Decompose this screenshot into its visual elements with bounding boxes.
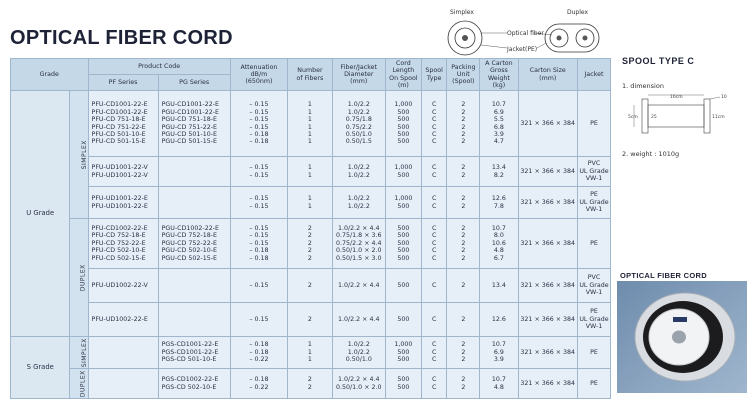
cord-photo-title: OPTICAL FIBER CORD <box>620 271 707 280</box>
fibers-cell: 2 2 <box>288 369 333 399</box>
packing-cell: 2 2 <box>447 187 480 219</box>
diameter-cell: 1.0/2.2 × 4.4 <box>332 303 385 337</box>
dim-width: 16cm <box>670 95 683 100</box>
pf-series-cell: PFU-UD1001-22-E PFU-UD1001-22-E <box>88 187 158 219</box>
label-duplex: Duplex <box>567 9 589 16</box>
attenuation-cell: – 0.15 – 0.15 <box>230 157 287 187</box>
packing-cell: 2 2 2 2 2 <box>447 219 480 269</box>
header-length: Cord Length On Spool (m) <box>385 59 421 91</box>
length-cell: 1,000 500 <box>385 187 421 219</box>
carton-size-cell: 321 × 366 × 384 <box>518 157 577 187</box>
fibers-cell: 1 1 1 <box>288 337 333 369</box>
header-pg-series: PG Series <box>158 75 230 91</box>
length-cell: 500 <box>385 303 421 337</box>
spool-dimension-drawing <box>628 91 740 139</box>
fibers-cell: 1 1 1 1 1 1 <box>288 91 333 157</box>
spool-label <box>673 317 687 322</box>
header-product-code: Product Code <box>88 59 230 75</box>
pg-series-cell <box>158 187 230 219</box>
fibers-cell: 2 <box>288 303 333 337</box>
spool-type-cell: C C <box>421 187 446 219</box>
spool-type-cell: C <box>421 303 446 337</box>
attenuation-cell: – 0.15 <box>230 303 287 337</box>
packing-cell: 2 2 2 <box>447 337 480 369</box>
spool-type-cell: C C <box>421 157 446 187</box>
length-cell: 500 500 <box>385 369 421 399</box>
carton-size-cell: 321 × 366 × 384 <box>518 337 577 369</box>
pf-series-cell: PFU-UD1002-22-V <box>88 269 158 303</box>
attenuation-cell: – 0.18 – 0.22 <box>230 369 287 399</box>
duplex-core-left <box>557 36 562 41</box>
dim-flange: 10 <box>721 95 727 100</box>
packing-cell: 2 <box>447 303 480 337</box>
pf-series-cell: PFU-UD1001-22-V PFU-UD1001-22-V <box>88 157 158 187</box>
pg-series-cell: PGS-CD1002-22-E PGS-CD 502-10-E <box>158 369 230 399</box>
pf-series-cell: PFU-CD1002-22-E PFU-CD 752-18-E PFU-CD 752-22-E PFU-CD 502-10-E PFU-CD 502-15-E <box>88 219 158 269</box>
header-carton-size: Carton Size (mm) <box>518 59 577 91</box>
attenuation-cell: – 0.15 – 0.15 – 0.15 – 0.18 – 0.18 <box>230 219 287 269</box>
spool-type-cell: C C C C C C <box>421 91 446 157</box>
cable-cross-section-diagram <box>415 5 615 60</box>
diameter-cell: 1.0/2.2 × 4.4 0.50/1.0 × 2.0 <box>332 369 385 399</box>
diameter-cell: 1.0/2.2 1.0/2.2 0.75/1.8 0.75/2.2 0.50/1.0 0.50/1.5 <box>332 91 385 157</box>
pf-series-cell <box>88 337 158 369</box>
carton-size-cell: 321 × 366 × 384 <box>518 91 577 157</box>
jacket-cell: PE UL Grade VW-1 <box>577 187 610 219</box>
jacket-cell: PVC UL Grade VW-1 <box>577 157 610 187</box>
pg-series-cell: PGU-CD1002-22-E PGU-CD 752-18-E PGU-CD 752-22-E PGU-CD 502-10-E PGU-CD 502-15-E <box>158 219 230 269</box>
header-spool-type: Spool Type <box>421 59 446 91</box>
carton-size-cell: 321 × 366 × 384 <box>518 303 577 337</box>
simplex-core-dot <box>462 35 468 41</box>
pf-series-cell: PFU-UD1002-22-E <box>88 303 158 337</box>
weight-cell: 10.7 8.0 10.6 4.8 6.7 <box>480 219 518 269</box>
subgroup-s-duplex: DUPLEX <box>70 369 88 399</box>
grade-s: S Grade <box>11 337 70 399</box>
pg-series-cell <box>158 157 230 187</box>
weight-cell: 10.7 4.8 <box>480 369 518 399</box>
length-cell: 1,000 500 <box>385 157 421 187</box>
diameter-cell: 1.0/2.2 1.0/2.2 <box>332 157 385 187</box>
spool-type-cell: C C C C C <box>421 219 446 269</box>
jacket-cell: PE UL Grade VW-1 <box>577 303 610 337</box>
spool-type-cell: C <box>421 269 446 303</box>
label-optical-fiber: Optical fiber <box>507 30 544 37</box>
spool-type-cell: C C <box>421 369 446 399</box>
jacket-cell: PE <box>577 337 610 369</box>
spool-weight-label: 2. weight : 1010g <box>622 150 680 158</box>
weight-cell: 10.7 6.9 5.5 6.8 3.9 4.7 <box>480 91 518 157</box>
diameter-cell: 1.0/2.2 × 4.4 0.75/1.8 × 3.6 0.75/2.2 × 4.4 0.50/1.0 × 2.0 0.50/1.5 × 3.0 <box>332 219 385 269</box>
packing-cell: 2 2 <box>447 369 480 399</box>
fibers-cell: 1 1 <box>288 187 333 219</box>
pf-series-cell <box>88 369 158 399</box>
length-cell: 1,000 500 500 500 500 500 <box>385 91 421 157</box>
jacket-cell: PE <box>577 219 610 269</box>
header-grade: Grade <box>11 59 89 91</box>
grade-u: U Grade <box>11 91 70 337</box>
attenuation-cell: – 0.15 – 0.15 – 0.15 – 0.15 – 0.18 – 0.18 <box>230 91 287 157</box>
carton-size-cell: 321 × 366 × 384 <box>518 369 577 399</box>
header-attenuation: Attenuation dB/m (650nm) <box>230 59 287 91</box>
pg-series-cell: PGS-CD1001-22-E PGS-CD1001-22-E PGS-CD 501-10-E <box>158 337 230 369</box>
carton-size-cell: 321 × 366 × 384 <box>518 269 577 303</box>
spool-right-flange <box>704 99 710 133</box>
header-diameter: Fiber/Jacket Diameter (mm) <box>332 59 385 91</box>
header-pf-series: PF Series <box>88 75 158 91</box>
weight-cell: 12.6 7.8 <box>480 187 518 219</box>
fibers-cell: 2 2 2 2 2 <box>288 219 333 269</box>
jacket-cell: PVC UL Grade VW-1 <box>577 269 610 303</box>
jacket-cell: PE <box>577 91 610 157</box>
pg-series-cell <box>158 303 230 337</box>
header-jacket: Jacket <box>577 59 610 91</box>
pg-series-cell: PGU-CD1001-22-E PGU-CD1001-22-E PGU-CD 751-18-E PGU-CD 751-22-E PGU-CD 501-10-E PGU-CD 501-15-E <box>158 91 230 157</box>
product-spec-table <box>10 58 611 399</box>
subgroup-s-simplex: SIMPLEX <box>70 337 88 369</box>
label-simplex: Simplex <box>450 9 474 16</box>
packing-cell: 2 <box>447 269 480 303</box>
pg-series-cell <box>158 269 230 303</box>
fibers-cell: 2 <box>288 269 333 303</box>
length-cell: 1,000 500 500 <box>385 337 421 369</box>
weight-cell: 10.7 6.9 3.9 <box>480 337 518 369</box>
packing-cell: 2 2 <box>447 157 480 187</box>
duplex-core-right <box>583 36 588 41</box>
header-weight: A Carton Gross Weight (kg) <box>480 59 518 91</box>
spool-hub <box>672 331 686 344</box>
spool-type-title: SPOOL TYPE C <box>622 56 695 66</box>
page-title: OPTICAL FIBER CORD <box>10 27 233 49</box>
fibers-cell: 1 1 <box>288 157 333 187</box>
packing-cell: 2 2 2 2 2 2 <box>447 91 480 157</box>
diameter-cell: 1.0/2.2 × 4.4 <box>332 269 385 303</box>
spool-dimension-label: 1. dimension <box>622 82 664 90</box>
length-cell: 500 500 500 500 500 <box>385 219 421 269</box>
subgroup-u-simplex: SIMPLEX <box>70 91 88 219</box>
duplex-jacket-outline <box>545 24 599 52</box>
dim-right: 11cm <box>712 115 725 120</box>
label-jacket: Jacket(PE) <box>507 46 538 53</box>
weight-cell: 13.4 <box>480 269 518 303</box>
carton-size-cell: 321 × 366 × 384 <box>518 187 577 219</box>
header-fibers: Number of Fibers <box>288 59 333 91</box>
dim-mid: 25 <box>651 115 657 120</box>
diameter-cell: 1.0/2.2 1.0/2.2 <box>332 187 385 219</box>
spool-left-flange <box>642 99 648 133</box>
fiber-cord-spool-photo <box>617 281 747 393</box>
weight-cell: 12.6 <box>480 303 518 337</box>
attenuation-cell: – 0.15 <box>230 269 287 303</box>
header-packing: Packing Unit (Spool) <box>447 59 480 91</box>
pf-series-cell: PFU-CD1001-22-E PFU-CD1001-22-E PFU-CD 751-18-E PFU-CD 751-22-E PFU-CD 501-10-E PFU-CD 501-15-E <box>88 91 158 157</box>
attenuation-cell: – 0.18 – 0.18 – 0.22 <box>230 337 287 369</box>
subgroup-u-duplex: DUPLEX <box>70 219 88 337</box>
carton-size-cell: 321 × 366 × 384 <box>518 219 577 269</box>
diameter-cell: 1.0/2.2 1.0/2.2 0.50/1.0 <box>332 337 385 369</box>
length-cell: 500 <box>385 269 421 303</box>
weight-cell: 13.4 8.2 <box>480 157 518 187</box>
jacket-cell: PE <box>577 369 610 399</box>
dim-left: 5cm <box>628 115 638 120</box>
attenuation-cell: – 0.15 – 0.15 <box>230 187 287 219</box>
spool-type-cell: C C C <box>421 337 446 369</box>
